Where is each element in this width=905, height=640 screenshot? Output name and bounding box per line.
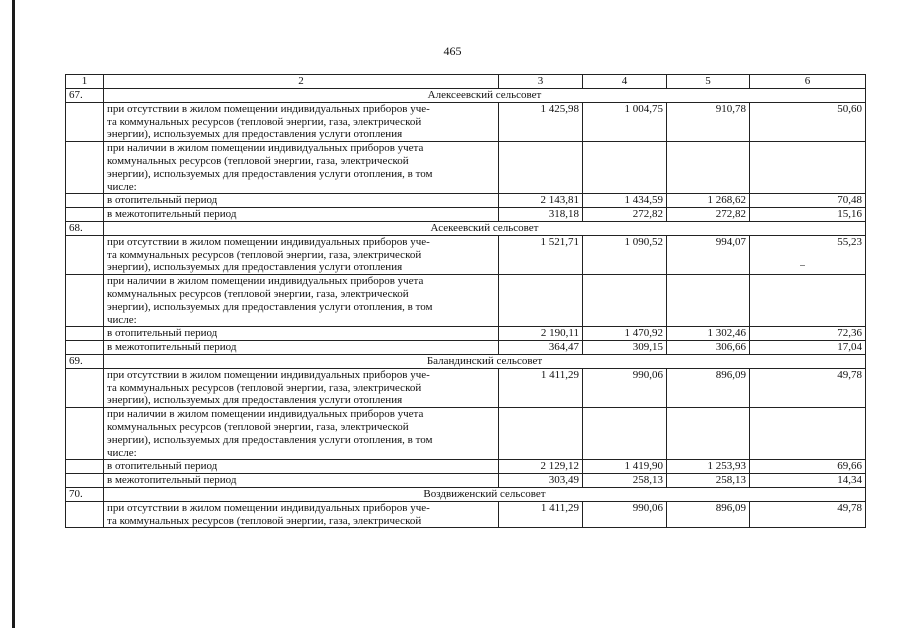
value-cell-6 — [750, 275, 866, 327]
header-row — [66, 75, 866, 89]
value-cell-4 — [583, 275, 667, 327]
value-cell-6: 15,16 — [750, 208, 866, 222]
value-cell-4: 1 004,75 — [583, 102, 667, 141]
section-row — [66, 89, 866, 103]
table-row — [66, 194, 866, 208]
description-line: при отсутствии в жилом помещении индивидуальных приборов уче- — [107, 102, 430, 115]
header-cell-2: 2 — [104, 75, 499, 89]
description-line: в межотопительный период — [107, 474, 237, 487]
empty-number-cell — [66, 501, 104, 528]
value-cell-6: 70,48 — [750, 194, 866, 208]
description-line: в межотопительный период — [107, 341, 237, 354]
value-cell-4: 1 419,90 — [583, 460, 667, 474]
row-description — [104, 408, 499, 460]
value-cell-3 — [499, 142, 583, 194]
section-name: Асекеевский сельсовет — [104, 221, 866, 235]
description-line: при наличии в жилом помещении индивидуальных приборов учета — [107, 408, 424, 421]
value-cell-5: 1 302,46 — [667, 327, 750, 341]
description-line: та коммунальных ресурсов (тепловой энергии, газа, электрической — [107, 115, 422, 128]
empty-number-cell — [66, 341, 104, 355]
page-number: 465 — [443, 44, 462, 58]
row-description — [104, 102, 499, 141]
value-cell-6 — [750, 142, 866, 194]
section-name: Алексеевский сельсовет — [104, 89, 866, 103]
section-row — [66, 354, 866, 368]
table-row — [66, 235, 866, 274]
description-line: при отсутствии в жилом помещении индивидуальных приборов уче- — [107, 368, 430, 381]
table-row — [66, 501, 866, 528]
value-cell-3 — [499, 408, 583, 460]
section-number: 69. — [66, 354, 104, 368]
value-cell-4: 990,06 — [583, 501, 667, 528]
header-cell-3: 3 — [499, 75, 583, 89]
value-cell-6: 49,78 — [750, 368, 866, 407]
description-line: энергии), используемых для предоставления услуги отопления — [107, 394, 403, 407]
description-line: энергии), используемых для предоставления услуги отопления, в том — [107, 433, 433, 446]
description-line: при наличии в жилом помещении индивидуальных приборов учета — [107, 142, 424, 155]
row-description — [104, 275, 499, 327]
value-cell-5: 1 253,93 — [667, 460, 750, 474]
table-row — [66, 275, 866, 327]
tariff-table — [65, 74, 866, 528]
description-line: энергии), используемых для предоставления услуги отопления — [107, 128, 403, 141]
row-description — [104, 327, 499, 341]
value-cell-4: 309,15 — [583, 341, 667, 355]
value-cell-4: 1 470,92 — [583, 327, 667, 341]
value-cell-4 — [583, 408, 667, 460]
table-body — [66, 75, 866, 528]
empty-number-cell — [66, 460, 104, 474]
table-row — [66, 368, 866, 407]
section-name: Воздвиженский сельсовет — [104, 487, 866, 501]
section-row — [66, 487, 866, 501]
value-cell-6: 17,04 — [750, 341, 866, 355]
empty-number-cell — [66, 474, 104, 488]
value-cell-5: 258,13 — [667, 474, 750, 488]
value-cell-3 — [499, 275, 583, 327]
description-line: в отопительный период — [107, 327, 218, 340]
description-line: коммунальных ресурсов (тепловой энергии, газа, электрической — [107, 287, 409, 300]
description-line: энергии), используемых для предоставления услуги отопления — [107, 261, 403, 274]
empty-number-cell — [66, 408, 104, 460]
value-cell-5: 272,82 — [667, 208, 750, 222]
value-cell-4: 258,13 — [583, 474, 667, 488]
description-line: в отопительный период — [107, 194, 218, 207]
header-cell-6: 6 — [750, 75, 866, 89]
row-description — [104, 341, 499, 355]
row-description — [104, 460, 499, 474]
row-description — [104, 194, 499, 208]
description-line: та коммунальных ресурсов (тепловой энергии, газа, электрической — [107, 514, 422, 527]
description-line: та коммунальных ресурсов (тепловой энергии, газа, электрической — [107, 381, 422, 394]
section-number: 70. — [66, 487, 104, 501]
section-row — [66, 221, 866, 235]
value-cell-3: 1 411,29 — [499, 501, 583, 528]
row-description — [104, 501, 499, 528]
value-cell-4: 990,06 — [583, 368, 667, 407]
empty-number-cell — [66, 142, 104, 194]
table-row — [66, 327, 866, 341]
value-cell-3: 1 521,71 — [499, 235, 583, 274]
value-cell-4 — [583, 142, 667, 194]
empty-number-cell — [66, 368, 104, 407]
header-cell-1: 1 — [66, 75, 104, 89]
value-cell-5: 896,09 — [667, 501, 750, 528]
value-cell-5: 1 268,62 — [667, 194, 750, 208]
description-line: коммунальных ресурсов (тепловой энергии, газа, электрической — [107, 420, 409, 433]
empty-number-cell — [66, 275, 104, 327]
section-number: 68. — [66, 221, 104, 235]
header-cell-4: 4 — [583, 75, 667, 89]
description-line: энергии), используемых для предоставления услуги отопления, в том — [107, 300, 433, 313]
description-line: числе: — [107, 446, 137, 459]
row-description — [104, 368, 499, 407]
value-cell-5: 306,66 — [667, 341, 750, 355]
empty-number-cell — [66, 102, 104, 141]
empty-number-cell — [66, 327, 104, 341]
empty-number-cell — [66, 208, 104, 222]
table-row — [66, 474, 866, 488]
description-line: числе: — [107, 180, 137, 193]
row-description — [104, 208, 499, 222]
empty-number-cell — [66, 235, 104, 274]
value-cell-3: 2 190,11 — [499, 327, 583, 341]
row-description — [104, 142, 499, 194]
value-cell-6: 14,34 — [750, 474, 866, 488]
value-cell-3: 318,18 — [499, 208, 583, 222]
description-line: в отопительный период — [107, 460, 218, 473]
value-cell-3: 1 411,29 — [499, 368, 583, 407]
table-row — [66, 408, 866, 460]
value-cell-5 — [667, 142, 750, 194]
value-cell-3: 303,49 — [499, 474, 583, 488]
description-line: при отсутствии в жилом помещении индивидуальных приборов уче- — [107, 501, 430, 514]
description-line: та коммунальных ресурсов (тепловой энергии, газа, электрической — [107, 248, 422, 261]
row-description — [104, 235, 499, 274]
value-cell-3: 1 425,98 — [499, 102, 583, 141]
value-cell-3: 2 143,81 — [499, 194, 583, 208]
table-row — [66, 142, 866, 194]
row-description — [104, 474, 499, 488]
description-line: в межотопительный период — [107, 208, 237, 221]
value-cell-5: 910,78 — [667, 102, 750, 141]
header-cell-5: 5 — [667, 75, 750, 89]
value-cell-3: 364,47 — [499, 341, 583, 355]
value-cell-4: 1 090,52 — [583, 235, 667, 274]
value-cell-5 — [667, 408, 750, 460]
value-cell-5: 896,09 — [667, 368, 750, 407]
description-line: коммунальных ресурсов (тепловой энергии, газа, электрической — [107, 154, 409, 167]
value-cell-5: 994,07 — [667, 235, 750, 274]
empty-number-cell — [66, 194, 104, 208]
value-cell-3: 2 129,12 — [499, 460, 583, 474]
table-row — [66, 102, 866, 141]
value-cell-6: 49,78 — [750, 501, 866, 528]
table-row — [66, 341, 866, 355]
value-cell-4: 1 434,59 — [583, 194, 667, 208]
value-cell-6: 69,66 — [750, 460, 866, 474]
page-edge-bar — [12, 0, 15, 628]
value-cell-5 — [667, 275, 750, 327]
description-line: числе: — [107, 313, 137, 326]
value-cell-6 — [750, 408, 866, 460]
description-line: при наличии в жилом помещении индивидуальных приборов учета — [107, 275, 424, 288]
table-row — [66, 208, 866, 222]
value-cell-6: 55,23 — [750, 235, 866, 274]
value-cell-6: 50,60 — [750, 102, 866, 141]
description-line: при отсутствии в жилом помещении индивидуальных приборов уче- — [107, 235, 430, 248]
value-cell-4: 272,82 — [583, 208, 667, 222]
section-name: Баландинский сельсовет — [104, 354, 866, 368]
section-number: 67. — [66, 89, 104, 103]
table-row — [66, 460, 866, 474]
description-line: энергии), используемых для предоставления услуги отопления, в том — [107, 167, 433, 180]
value-cell-6: 72,36 — [750, 327, 866, 341]
